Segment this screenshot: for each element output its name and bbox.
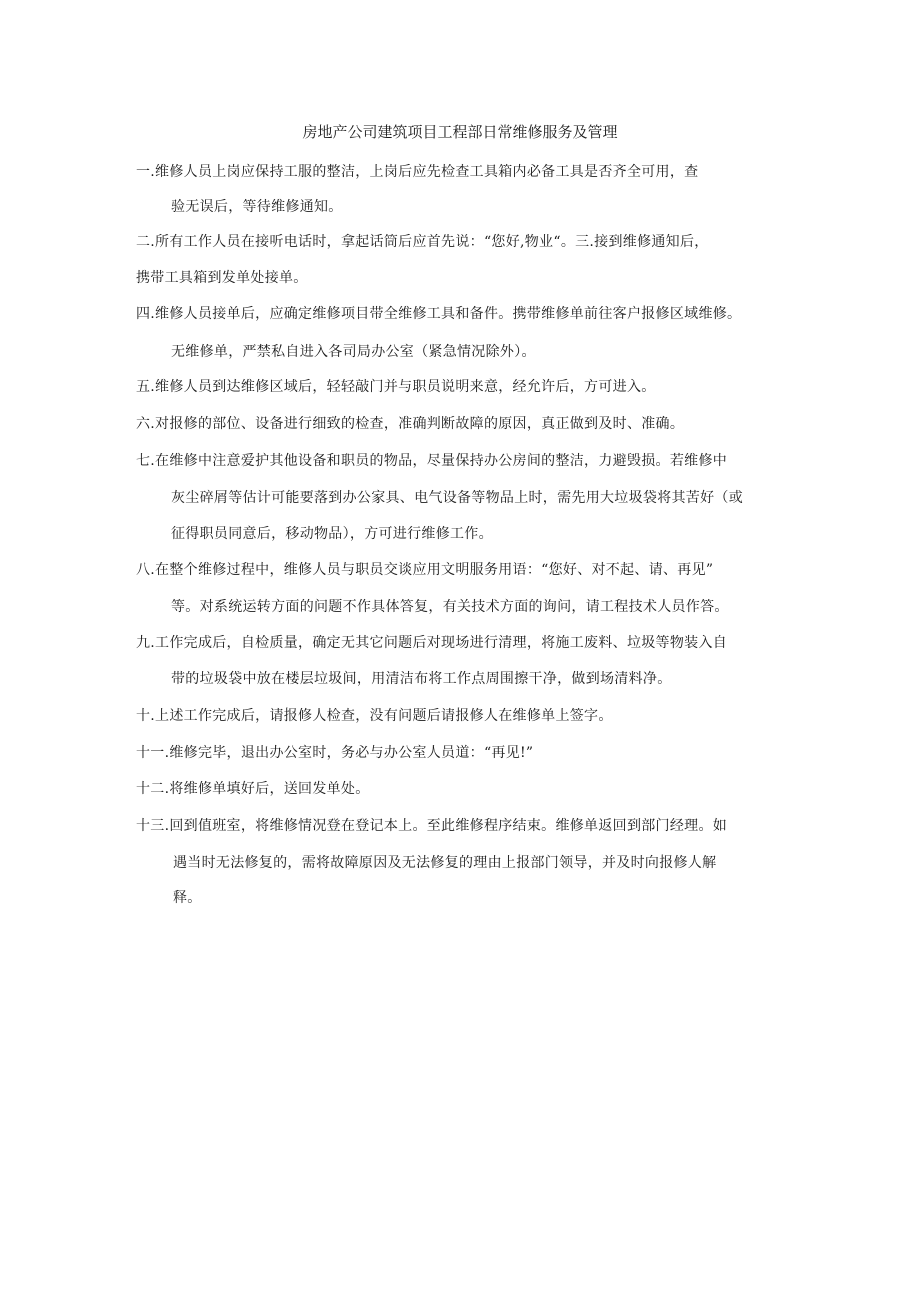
text-line: 二.所有工作人员在接听电话时，拿起话筒后应首先说：“您好,物业“。三.接到维修通知后， (136, 234, 709, 250)
text-line: 十一.维修完毕，退出办公室时，务必与办公室人员道：“再见!” (136, 745, 534, 761)
text-line: 六.对报修的部位、设备进行细致的检查，准确判断故障的原因，真正做到及时、准确。 (136, 416, 685, 432)
document-title: 房地产公司建筑项目工程部日常维修服务及管理 (302, 123, 618, 141)
text-line: 遇当时无法修复的，需将故障原因及无法修复的理由上报部门领导，并及时向报修人解 (173, 855, 717, 871)
text-line: 五.维修人员到达维修区域后，轻轻敲门并与职员说明来意，经允许后，方可进入。 (136, 379, 656, 395)
text-line: 灰尘碎屑等估计可能要落到办公家具、电气设备等物品上时，需先用大垃圾袋将其苦好（或 (171, 490, 743, 506)
text-line: 无维修单，严禁私自进入各司局办公室（紧急情况除外）。 (171, 344, 536, 360)
text-line: 一.维修人员上岗应保持工服的整洁，上岗后应先检查工具箱内必备工具是否齐全可用，查 (136, 164, 699, 180)
text-line: 九.工作完成后，自检质量，确定无其它问题后对现场进行清理，将施工废料、垃圾等物装入自 (136, 635, 728, 651)
text-line: 七.在维修中注意爱护其他设备和职员的物品，尽量保持办公房间的整洁，力避毁损。若维修中 (136, 453, 728, 469)
text-line: 释。 (173, 890, 202, 906)
text-line: 十二.将维修单填好后，送回发单处。 (136, 781, 370, 797)
text-line: 十三.回到值班室，将维修情况登在登记本上。至此维修程序结束。维修单返回到部门经理。如 (136, 818, 728, 834)
text-line: 等。对系统运转方面的问题不作具体答复，有关技术方面的询问，请工程技术人员作答。 (171, 599, 729, 615)
text-line: 四.维修人员接单后，应确定维修项目带全维修工具和备件。携带维修单前往客户报修区域维修。 (136, 306, 742, 322)
text-line: 带的垃圾袋中放在楼层垃圾间，用清洁布将工作点周围擦干净，做到场清料净。 (171, 671, 672, 687)
text-line: 十.上述工作完成后，请报修人检查，没有问题后请报修人在维修单上签字。 (136, 708, 613, 724)
text-line: 验无误后，等待维修通知。 (171, 199, 343, 215)
text-line: 八.在整个维修过程中，维修人员与职员交谈应用文明服务用语：“您好、对不起、请、再见” (136, 562, 714, 578)
text-line: 携带工具箱到发单处接单。 (136, 270, 308, 286)
text-line: 征得职员同意后，移动物品），方可进行维修工作。 (171, 526, 493, 542)
